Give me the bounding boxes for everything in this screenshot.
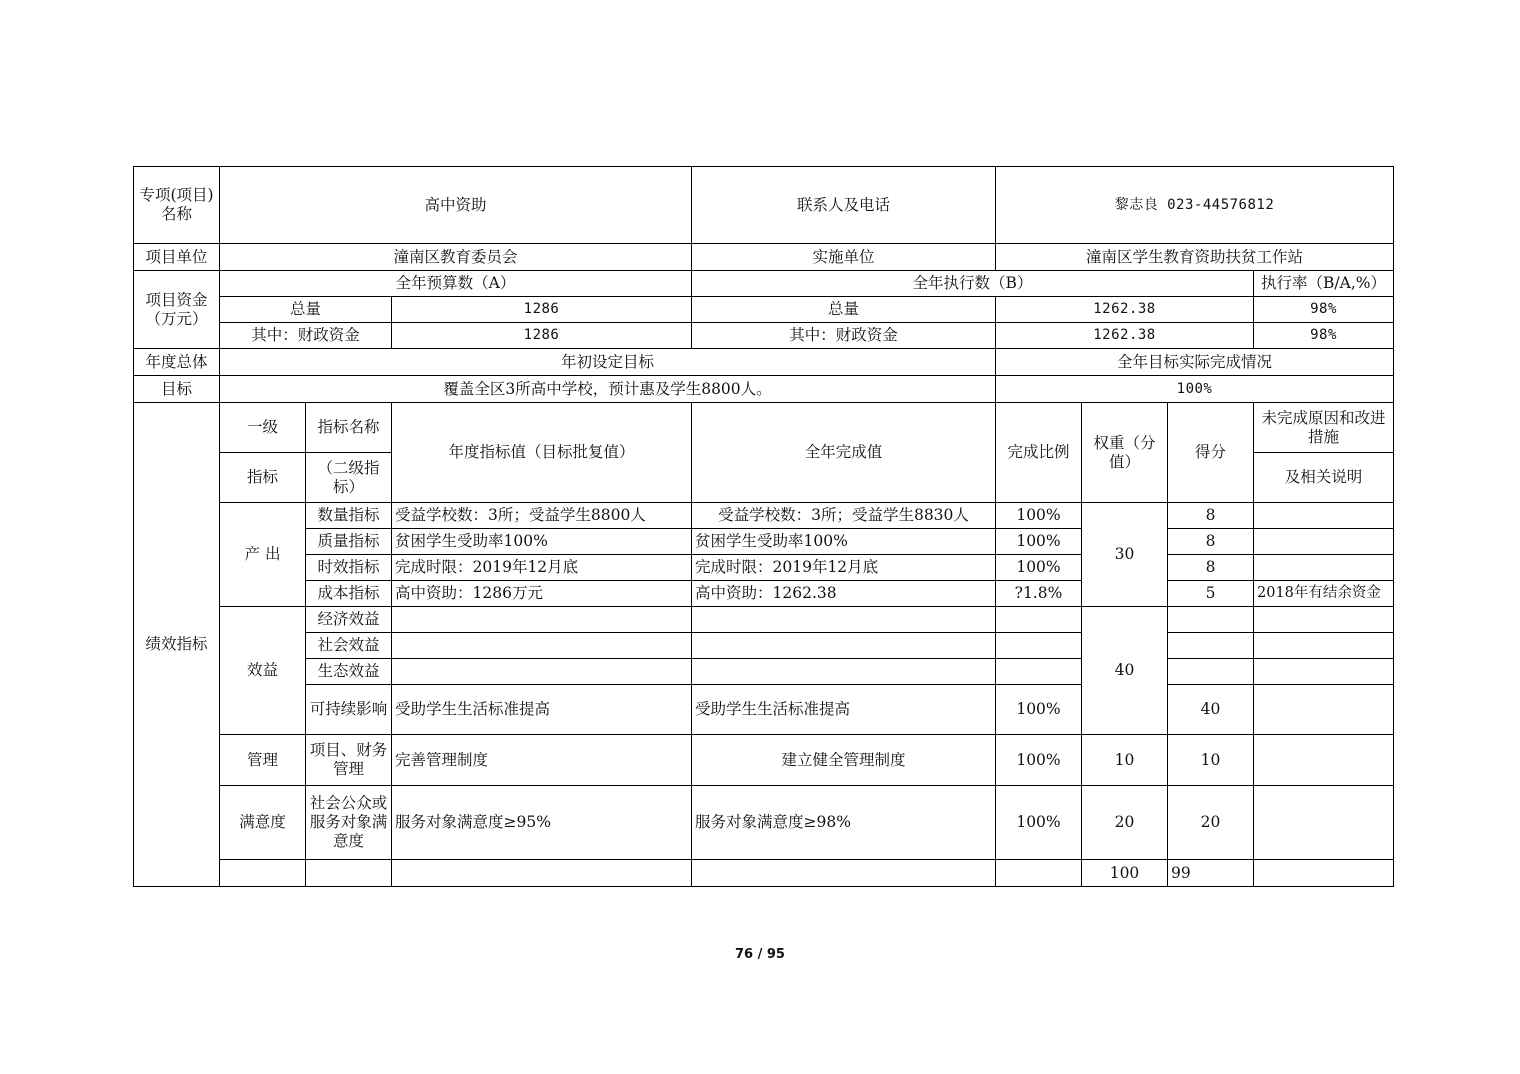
exec-fiscal-label: 其中：财政资金: [692, 323, 996, 349]
kpi-row-ratio: 100%: [996, 735, 1082, 786]
kpi-row-name: 社会效益: [306, 633, 392, 659]
kpi-row-name: 成本指标: [306, 581, 392, 607]
kpi-row-name: 时效指标: [306, 555, 392, 581]
kpi-row-note: [1254, 786, 1394, 860]
kpi-header-reason-a: 未完成原因和改进措施: [1254, 403, 1394, 453]
kpi-row-ratio: 100%: [996, 555, 1082, 581]
goal-label-1: 年度总体: [134, 349, 220, 376]
kpi-row-score: 20: [1168, 786, 1254, 860]
kpi-row-actual: 贫困学生受助率100%: [692, 529, 996, 555]
kpi-row-score: 8: [1168, 529, 1254, 555]
page-number: 76 / 95: [735, 947, 785, 962]
kpi-row-note: [1254, 529, 1394, 555]
kpi-header-ratio: 完成比例: [996, 403, 1082, 503]
kpi-row-target: [392, 607, 692, 633]
kpi-header-actual: 全年完成值: [692, 403, 996, 503]
kpi-row-weight: 20: [1082, 786, 1168, 860]
kpi-row-name: 数量指标: [306, 503, 392, 529]
kpi-header-weight: 权重（分值）: [1082, 403, 1168, 503]
total-weight: 100: [1082, 860, 1168, 887]
funds-label: 项目资金（万元）: [134, 271, 220, 349]
exec-total: 1262.38: [996, 297, 1254, 323]
total-empty-6: [1254, 860, 1394, 887]
kpi-header-level1-b: 指标: [220, 453, 306, 503]
kpi-row-name: 可持续影响: [306, 685, 392, 735]
unit-value: 潼南区教育委员会: [220, 244, 692, 271]
kpi-row-target: 受益学校数：3所；受益学生8800人: [392, 503, 692, 529]
mgmt-label: 管理: [220, 735, 306, 786]
kpi-row-target: 贫困学生受助率100%: [392, 529, 692, 555]
exec-fiscal: 1262.38: [996, 323, 1254, 349]
total-empty-4: [692, 860, 996, 887]
kpi-row-ratio: [996, 633, 1082, 659]
unit-label: 项目单位: [134, 244, 220, 271]
kpi-row-score: [1168, 633, 1254, 659]
kpi-row-note: [1254, 735, 1394, 786]
project-name: 高中资助: [220, 167, 692, 244]
total-score: 99: [1168, 860, 1254, 887]
total-empty-2: [306, 860, 392, 887]
kpi-row-ratio: ?1.8%: [996, 581, 1082, 607]
budget-total-label: 总量: [220, 297, 392, 323]
rate-header: 执行率（B/A,%）: [1254, 271, 1394, 297]
kpi-row-name: 生态效益: [306, 659, 392, 685]
exec-header: 全年执行数（B）: [692, 271, 1254, 297]
goal-set-header: 年初设定目标: [220, 349, 996, 376]
kpi-row-target: 高中资助：1286万元: [392, 581, 692, 607]
total-empty-3: [392, 860, 692, 887]
kpi-header-target: 年度指标值（目标批复值）: [392, 403, 692, 503]
kpi-row-note: 2018年有结余资金: [1254, 581, 1394, 607]
performance-table: [133, 166, 1394, 887]
goal-actual-header: 全年目标实际完成情况: [996, 349, 1394, 376]
kpi-row-target: 受助学生生活标准提高: [392, 685, 692, 735]
goal-set-value: 覆盖全区3所高中学校，预计惠及学生8800人。: [220, 376, 996, 403]
impl-value: 潼南区学生教育资助扶贫工作站: [996, 244, 1394, 271]
contact-value: 黎志良 023-44576812: [996, 167, 1394, 244]
budget-fiscal-label: 其中：财政资金: [220, 323, 392, 349]
budget-fiscal: 1286: [392, 323, 692, 349]
kpi-row-ratio: 100%: [996, 529, 1082, 555]
exec-total-label: 总量: [692, 297, 996, 323]
impl-label: 实施单位: [692, 244, 996, 271]
kpi-header-level1-a: 一级: [220, 403, 306, 453]
total-empty-5: [996, 860, 1082, 887]
kpi-row-actual: 建立健全管理制度: [692, 735, 996, 786]
kpi-row-ratio: 100%: [996, 786, 1082, 860]
kpi-row-ratio: [996, 659, 1082, 685]
kpi-row-name: 项目、财务管理: [306, 735, 392, 786]
output-weight: 30: [1082, 503, 1168, 607]
total-empty-1: [220, 860, 306, 887]
kpi-row-score: 5: [1168, 581, 1254, 607]
kpi-row-target: [392, 659, 692, 685]
kpi-row-score: [1168, 607, 1254, 633]
rate-total: 98%: [1254, 297, 1394, 323]
kpi-row-ratio: 100%: [996, 685, 1082, 735]
kpi-row-note: [1254, 633, 1394, 659]
kpi-row-actual: 服务对象满意度≥98%: [692, 786, 996, 860]
kpi-row-score: [1168, 659, 1254, 685]
budget-total: 1286: [392, 297, 692, 323]
kpi-row-note: [1254, 659, 1394, 685]
kpi-row-target: [392, 633, 692, 659]
goal-actual-value: 100%: [996, 376, 1394, 403]
kpi-row-note: [1254, 685, 1394, 735]
kpi-row-note: [1254, 503, 1394, 529]
kpi-row-target: 完成时限：2019年12月底: [392, 555, 692, 581]
benefit-label: 效益: [220, 607, 306, 735]
kpi-row-weight: 10: [1082, 735, 1168, 786]
kpi-row-name: 经济效益: [306, 607, 392, 633]
kpi-row-note: [1254, 555, 1394, 581]
kpi-row-actual: 高中资助：1262.38: [692, 581, 996, 607]
budget-header: 全年预算数（A）: [220, 271, 692, 297]
kpi-row-ratio: [996, 607, 1082, 633]
kpi-row-score: 10: [1168, 735, 1254, 786]
kpi-header-score: 得分: [1168, 403, 1254, 503]
kpi-row-actual: [692, 607, 996, 633]
kpi-row-target: 完善管理制度: [392, 735, 692, 786]
contact-label: 联系人及电话: [692, 167, 996, 244]
kpi-row-actual: [692, 633, 996, 659]
kpi-header-name-b: （二级指标）: [306, 453, 392, 503]
kpi-row-score: 40: [1168, 685, 1254, 735]
kpi-row-name: 社会公众或服务对象满意度: [306, 786, 392, 860]
kpi-row-score: 8: [1168, 555, 1254, 581]
kpi-row-actual: 完成时限：2019年12月底: [692, 555, 996, 581]
satisfaction-label: 满意度: [220, 786, 306, 860]
kpi-row-actual: 受益学校数：3所；受益学生8830人: [692, 503, 996, 529]
kpi-row-ratio: 100%: [996, 503, 1082, 529]
kpi-section-label: 绩效指标: [134, 403, 220, 887]
kpi-header-reason-b: 及相关说明: [1254, 453, 1394, 503]
kpi-row-actual: 受助学生生活标准提高: [692, 685, 996, 735]
kpi-row-note: [1254, 607, 1394, 633]
kpi-row-score: 8: [1168, 503, 1254, 529]
goal-label-2: 目标: [134, 376, 220, 403]
rate-fiscal: 98%: [1254, 323, 1394, 349]
kpi-row-target: 服务对象满意度≥95%: [392, 786, 692, 860]
kpi-row-name: 质量指标: [306, 529, 392, 555]
kpi-header-name-a: 指标名称: [306, 403, 392, 453]
kpi-row-actual: [692, 659, 996, 685]
project-name-label: 专项(项目)名称: [134, 167, 220, 244]
benefit-weight: 40: [1082, 607, 1168, 735]
output-label: 产 出: [220, 503, 306, 607]
